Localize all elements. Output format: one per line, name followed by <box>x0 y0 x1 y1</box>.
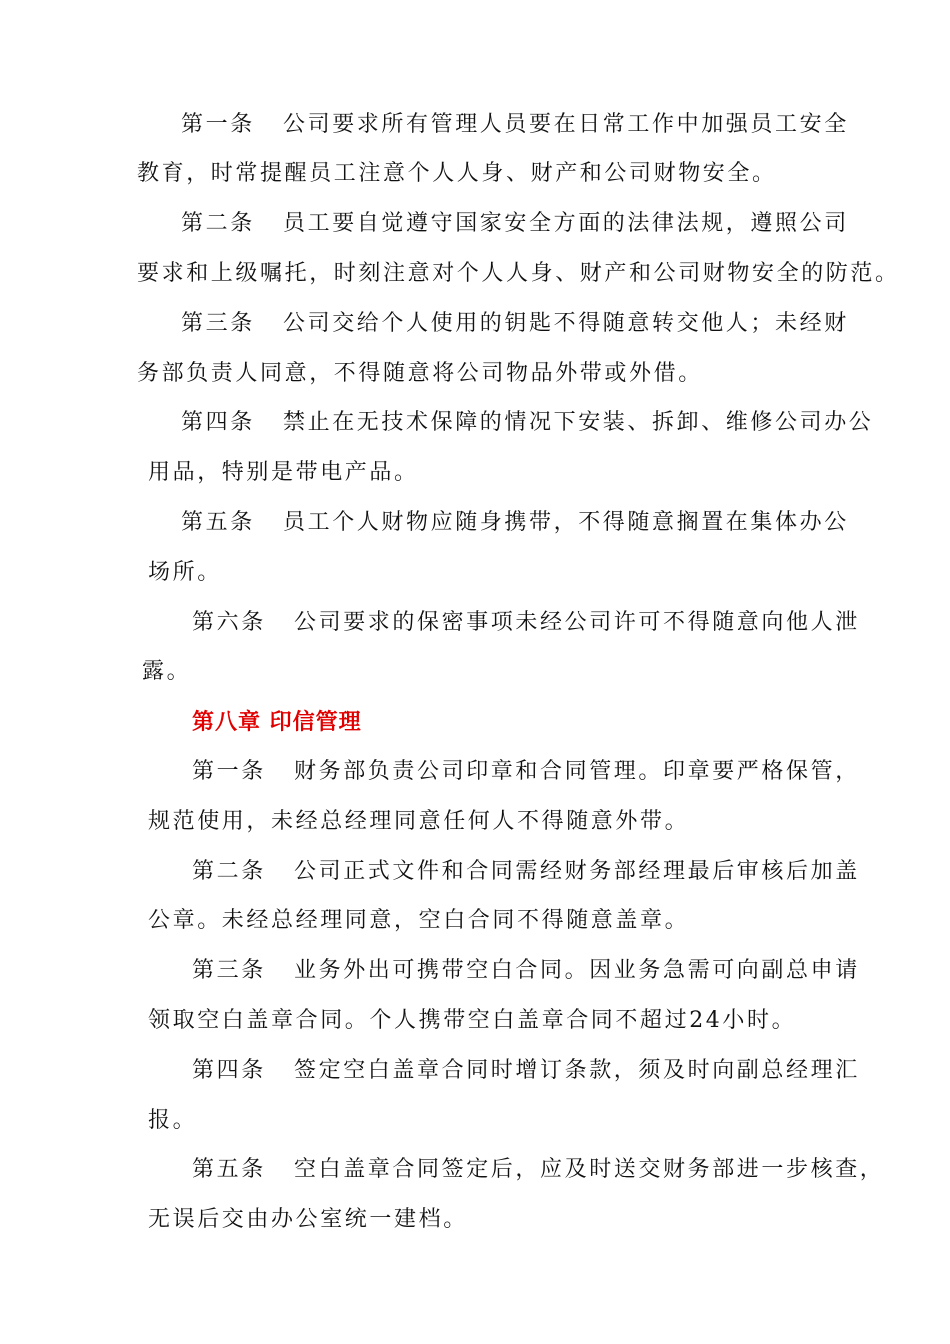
article-text: 员工要自觉遵守国家安全方面的法律法规，遵照公司 <box>283 211 849 236</box>
article-6-line-1 <box>192 608 860 638</box>
article-text: 签定空白盖章合同时增订条款，须及时向副总经理汇 <box>294 1058 860 1083</box>
article-1-line-1 <box>181 110 849 140</box>
article-text: 公司正式文件和合同需经财务部经理最后审核后加盖 <box>294 859 860 884</box>
article-2-line-1 <box>181 209 849 239</box>
article-number: 第三条 <box>181 311 255 336</box>
article-4-line-2: 用品，特别是带电产品。 <box>148 460 419 485</box>
article-6-line-2: 露。 <box>142 659 192 684</box>
article-number: 第五条 <box>181 510 255 535</box>
article-number: 第三条 <box>192 958 266 983</box>
article-5-line-1 <box>181 508 849 538</box>
article-4-line-1 <box>181 408 873 438</box>
article-text: 财务部负责公司印章和合同管理。印章要严格保管， <box>294 759 860 784</box>
ch8-article-1-line-2: 规范使用，未经总经理同意任何人不得随意外带。 <box>148 809 690 834</box>
article-number: 第一条 <box>181 112 255 137</box>
article-number: 第四条 <box>181 410 255 435</box>
ch8-article-4-line-2: 报。 <box>148 1108 198 1133</box>
ch8-article-3-line-2: 领取空白盖章合同。个人携带空白盖章合同不超过24小时。 <box>148 1008 797 1033</box>
article-1-line-2: 教育，时常提醒员工注意个人人身、财产和公司财物安全。 <box>137 161 777 186</box>
article-text: 公司交给个人使用的钥匙不得随意转交他人；未经财 <box>283 311 849 336</box>
article-text: 业务外出可携带空白合同。因业务急需可向副总申请 <box>294 958 860 983</box>
article-text: 空白盖章合同签定后，应及时送交财务部进一步核查， <box>294 1157 885 1182</box>
ch8-article-5-line-1 <box>192 1155 884 1185</box>
ch8-article-5-line-2: 无误后交由办公室统一建档。 <box>148 1207 468 1232</box>
article-number: 第二条 <box>192 859 266 884</box>
article-3-line-1 <box>181 309 849 339</box>
article-number: 第五条 <box>192 1157 266 1182</box>
article-number: 第六条 <box>192 610 266 635</box>
ch8-article-2-line-2: 公章。未经总经理同意，空白合同不得随意盖章。 <box>148 908 690 933</box>
ch8-article-2-line-1 <box>192 857 860 887</box>
article-text: 公司要求所有管理人员要在日常工作中加强员工安全 <box>283 112 849 137</box>
article-5-line-2: 场所。 <box>148 560 222 585</box>
chapter-heading: 第八章 印信管理 <box>192 709 362 735</box>
article-2-line-2: 要求和上级嘱托，时刻注意对个人人身、财产和公司财物安全的防范。 <box>137 261 900 286</box>
article-number: 第一条 <box>192 759 266 784</box>
article-number: 第四条 <box>192 1058 266 1083</box>
article-text: 禁止在无技术保障的情况下安装、拆卸、维修公司办公 <box>283 410 874 435</box>
article-text: 员工个人财物应随身携带，不得随意搁置在集体办公 <box>283 510 849 535</box>
article-text: 公司要求的保密事项未经公司许可不得随意向他人泄 <box>294 610 860 635</box>
article-3-line-2: 务部负责人同意，不得随意将公司物品外带或外借。 <box>137 361 703 386</box>
ch8-article-3-line-1 <box>192 956 860 986</box>
ch8-article-1-line-1 <box>192 757 860 787</box>
ch8-article-4-line-1 <box>192 1056 860 1086</box>
article-number: 第二条 <box>181 211 255 236</box>
